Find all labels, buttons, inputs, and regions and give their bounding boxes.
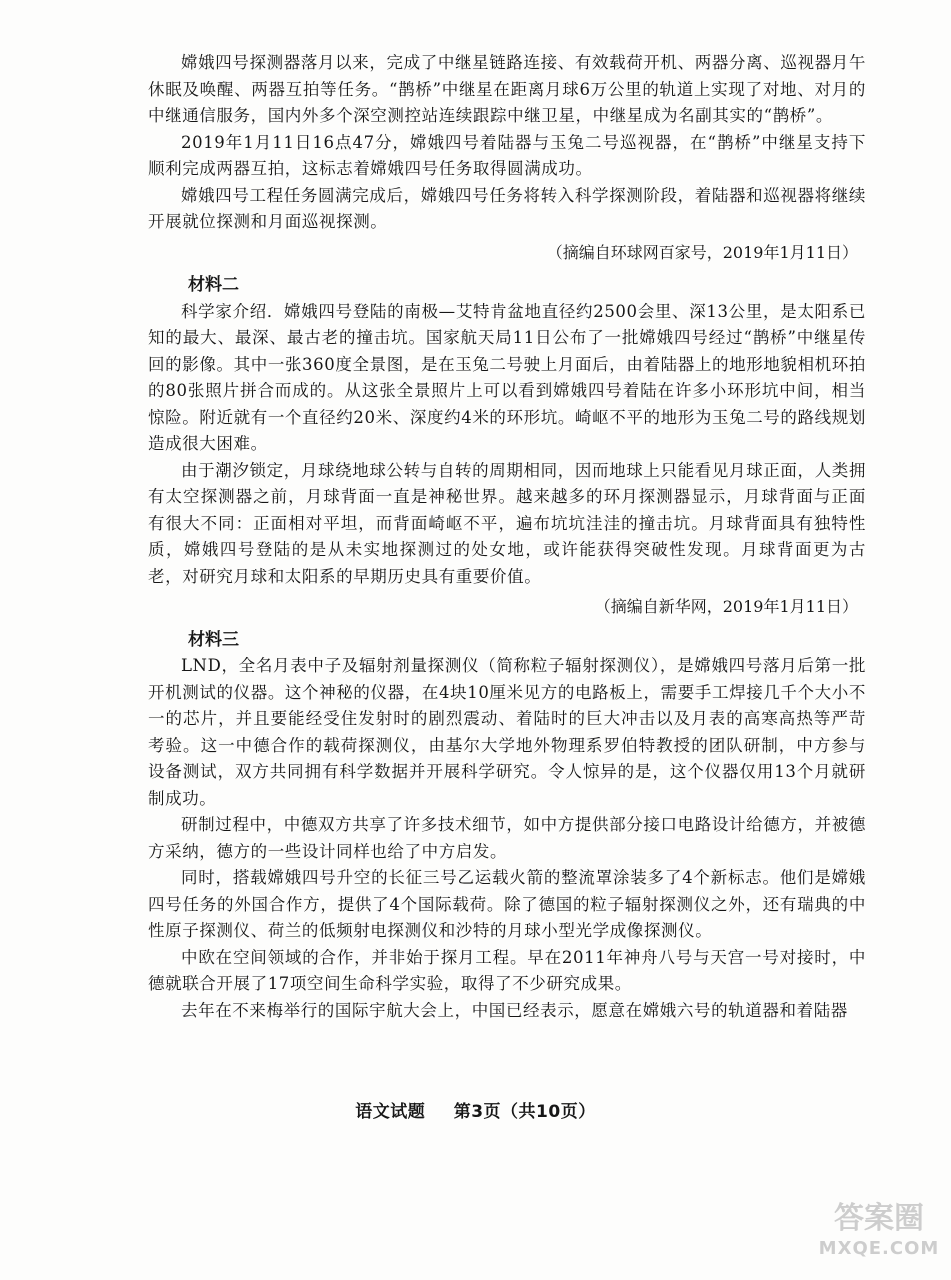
paragraph: 科学家介绍．嫦娥四号登陆的南极—艾特肯盆地直径约2500会里、深13公里，是太阳系已知的最大、最深、最古老的撞击坑。国家航天局11日公布了一批嫦娥四号经过“鹊桥”中继星传回的影像。其中一张360度全景图，是在玉兔二号驶上月面后，由着陆器上的地形地貌相机环拍的80张照片拼合而成的。从这张全景照片上可以看到嫦娥四号着陆在许多小环形坑中间，相当惊险。附近就有一个直径约20米、深度约4米的环形坑。崎岖不平的地形为玉兔二号的路线规划造成很大困难。: [148, 301, 866, 453]
section-heading: 材料二: [188, 275, 239, 295]
paragraph: 由于潮汐锁定，月球绕地球公转与自转的周期相同，因而地球上只能看见月球正面，人类拥有太空探测器之前，月球背面一直是神秘世界。越来越多的环月探测器显示，月球背面与正面有很大不同：正面相对平坦，而背面崎岖不平，遍布坑坑洼洼的撞击坑。月球背面具有独特性质，嫦娥四号登陆的是从未实地探测过的处女地，或许能获得突破性发现。月球背面更为古老，对研究月球和太阳系的早期历史具有重要价值。: [148, 460, 866, 586]
footer-page-number: 第3页（共10页）: [453, 1102, 596, 1122]
paragraph: 中欧在空间领域的合作，并非始于探月工程。早在2011年神舟八号与天宫一号对接时，中德就联合开展了17项空间生命科学实验，取得了不少研究成果。: [148, 947, 866, 993]
paragraph: LND，全名月表中子及辐射剂量探测仪（简称粒子辐射探测仪），是嫦娥四号落月后第一批开机测试的仪器。这个神秘的仪器，在4块10厘米见方的电路板上，需要手工焊接几千个大小不一的芯片，并且要能经受住发射时的剧烈震动、着陆时的巨大冲击以及月表的高寒高热等严苛考验。这一中德合作的载荷探测仪，由基尔大学地外物理系罗伯特教授的团队研制，中方参与设备测试，双方共同拥有科学数据并开展科学研究。令人惊异的是，这个仪器仅用13个月就研制成功。: [148, 656, 866, 808]
section-heading: 材料三: [188, 629, 239, 650]
source-citation: （摘编自环球网百家号，2019年1月11日）: [546, 242, 858, 262]
document-body: [148, 50, 866, 1024]
paragraph: 嫦娥四号探测器落月以来，完成了中继星链路连接、有效载荷开机、两器分离、巡视器月午休眠及唤醒、两器互拍等任务。“鹊桥”中继星在距离月球6万公里的轨道上实现了对地、对月的中继通信服务，国内外多个深空测控站连续跟踪中继卫星，中继星成为名副其实的“鹊桥”。: [148, 53, 866, 125]
footer-subject: 语文试题: [355, 1102, 426, 1122]
watermark-logo: [815, 1200, 943, 1272]
page-footer: [0, 1097, 951, 1122]
paragraph: 同时，搭载嫦娥四号升空的长征三号乙运载火箭的整流罩涂装多了4个新标志。他们是嫦娥四号任务的外国合作方，提供了4个国际载荷。除了德国的粒子辐射探测仪之外，还有瑞典的中性原子探测仪、荷兰的低频射电探测仪和沙特的月球小型光学成像探测仪。: [148, 868, 866, 940]
watermark-url: MXQE.COM: [818, 1238, 940, 1259]
watermark-logo-text: 答案圈: [834, 1201, 924, 1236]
paragraph: 去年在不来梅举行的国际宇航大会上，中国已经表示，愿意在嫦娥六号的轨道器和着陆器: [181, 1000, 848, 1020]
paragraph: 嫦娥四号工程任务圆满完成后，嫦娥四号任务将转入科学探测阶段，着陆器和巡视器将继续开展就位探测和月面巡视探测。: [148, 185, 866, 231]
paragraph: 2019年1月11日16点47分，嫦娥四号着陆器与玉兔二号巡视器，在“鹊桥”中继星支持下顺利完成两器互拍，这标志着嫦娥四号任务取得圆满成功。: [148, 132, 866, 178]
source-citation: （摘编自新华网，2019年1月11日）: [594, 597, 858, 616]
paragraph: 研制过程中，中德双方共享了许多技术细节，如中方提供部分接口电路设计给德方，并被德方采纳，德方的一些设计同样也给了中方启发。: [148, 815, 866, 861]
